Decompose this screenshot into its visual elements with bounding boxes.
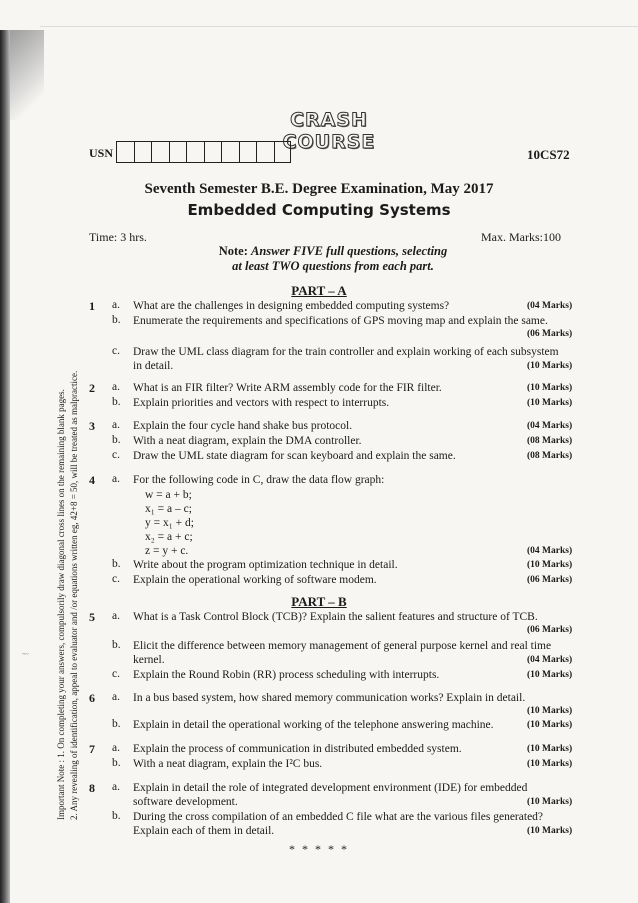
q5a-letter: a.	[112, 610, 120, 622]
q8b-marks: (10 Marks)	[527, 826, 573, 836]
code-line: w = a + b;	[145, 489, 192, 501]
q1a-marks: (04 Marks)	[527, 301, 573, 311]
question-5-number: 5	[89, 610, 95, 624]
note-prefix: Note:	[218, 244, 248, 258]
usn-digit-box[interactable]	[256, 141, 274, 163]
q5a-marks: (06 Marks)	[527, 625, 573, 635]
scan-left-edge	[0, 30, 10, 903]
q6b-text: Explain in detail the operational working of the telephone answering machine.	[133, 719, 494, 731]
code-line: x₁ = a – c;	[145, 503, 192, 515]
q2a-letter: a.	[112, 381, 120, 393]
q3a-text: Explain the four cycle hand shake bus protocol.	[133, 420, 353, 432]
q8a-text-line-1: Explain in detail the role of integrated development environment (IDE) for embedded	[133, 782, 528, 794]
usn-digit-box[interactable]	[274, 141, 292, 163]
question-4-number: 4	[89, 473, 95, 487]
q8b-letter: b.	[112, 810, 121, 822]
instructions-note	[168, 244, 498, 274]
q3c-marks: (08 Marks)	[527, 451, 573, 461]
q1a-letter: a.	[112, 299, 120, 311]
q4b-marks: (10 Marks)	[527, 560, 573, 570]
q3c-letter: c.	[112, 449, 120, 461]
usn-digit-box[interactable]	[221, 141, 239, 163]
scan-corner-shadow	[10, 30, 44, 120]
q4a-marks: (04 Marks)	[527, 546, 573, 556]
q4c-letter: c.	[112, 573, 120, 585]
q8a-letter: a.	[112, 781, 120, 793]
q1b-letter: b.	[112, 314, 121, 326]
q4a-code-block	[145, 488, 194, 558]
part-a-heading: PART – A	[291, 283, 347, 298]
q5c-letter: c.	[112, 668, 120, 680]
q4c-text: Explain the operational working of software modem.	[133, 574, 377, 586]
question-7-number: 7	[89, 742, 95, 756]
usn-label: USN	[89, 146, 114, 160]
part-b-heading: PART – B	[291, 594, 347, 609]
q8b-text-line-1: During the cross compilation of an embedded C file what are the various files generated?	[133, 811, 544, 823]
code-line: z = y + c.	[145, 545, 189, 557]
side-note-line-2: 2. Any revealing of identification, appeal to evaluator and /or equations written eg, 42+8 = 50, will be treated as malpractice.	[69, 370, 79, 820]
q1b-marks: (06 Marks)	[527, 329, 573, 339]
q4a-letter: a.	[112, 473, 120, 485]
note-line-1: Answer FIVE full questions, selecting	[251, 244, 448, 258]
usn-entry-boxes	[116, 141, 291, 163]
q3b-letter: b.	[112, 434, 121, 446]
q5b-text-line-2: kernel.	[133, 654, 165, 666]
code-line: y = x₁ + d;	[145, 517, 194, 529]
q8a-text-line-2: software development.	[133, 796, 238, 808]
q4b-letter: b.	[112, 558, 121, 570]
q3b-text: With a neat diagram, explain the DMA controller.	[133, 435, 362, 447]
q2b-marks: (10 Marks)	[527, 398, 573, 408]
q4c-marks: (06 Marks)	[527, 575, 573, 585]
subject-code: 10CS72	[527, 147, 570, 162]
q7b-letter: b.	[112, 757, 121, 769]
usn-digit-box[interactable]	[239, 141, 257, 163]
question-2-number: 2	[89, 381, 95, 395]
q5b-marks: (04 Marks)	[527, 655, 573, 665]
crash-course-stamp: CRASH COURSE	[282, 109, 376, 153]
q1c-text-line-2: in detail.	[133, 360, 174, 372]
q3a-marks: (04 Marks)	[527, 421, 573, 431]
q5b-text-line-1: Elicit the difference between memory management of general purpose kernel and real time	[133, 640, 552, 652]
note-line-2: at least TWO questions from each part.	[232, 259, 434, 273]
end-of-paper-stars: * * * * *	[289, 842, 349, 856]
q1a-text: What are the challenges in designing embedded computing systems?	[133, 300, 450, 312]
side-important-note	[46, 260, 86, 820]
usn-digit-box[interactable]	[116, 141, 134, 163]
usn-digit-box[interactable]	[186, 141, 204, 163]
question-8-number: 8	[89, 781, 95, 795]
q7b-marks: (10 Marks)	[527, 759, 573, 769]
q1c-text-line-1: Draw the UML class diagram for the train controller and explain working of each subsystem	[133, 346, 559, 358]
q8b-text-line-2: Explain each of them in detail.	[133, 825, 275, 837]
q6a-marks: (10 Marks)	[527, 706, 573, 716]
q2b-text: Explain priorities and vectors with respect to interrupts.	[133, 397, 390, 409]
usn-digit-box[interactable]	[204, 141, 222, 163]
q6b-letter: b.	[112, 718, 121, 730]
code-line: x₂ = a + c;	[145, 531, 193, 543]
q5c-text: Explain the Round Robin (RR) process scheduling with interrupts.	[133, 669, 440, 681]
q3c-text: Draw the UML state diagram for scan keyboard and explain the same.	[133, 450, 456, 462]
question-3-number: 3	[89, 419, 95, 433]
q2a-marks: (10 Marks)	[527, 383, 573, 393]
q7a-text: Explain the process of communication in distributed embedded system.	[133, 743, 462, 755]
q6b-marks: (10 Marks)	[527, 720, 573, 730]
q7a-letter: a.	[112, 742, 120, 754]
q1c-marks: (10 Marks)	[527, 361, 573, 371]
side-note-line-1: Important Note : 1. On completing your answers, compulsorily draw diagonal cross lines on the remaining blank pages.	[56, 389, 66, 820]
q1b-text: Enumerate the requirements and specifications of GPS moving map and explain the same.	[133, 315, 548, 327]
q3a-letter: a.	[112, 419, 120, 431]
q3b-marks: (08 Marks)	[527, 436, 573, 446]
q2b-letter: b.	[112, 396, 121, 408]
subject-title: Embedded Computing Systems	[187, 201, 451, 219]
q4b-text: Write about the program optimization technique in detail.	[133, 559, 398, 571]
q6a-text: In a bus based system, how shared memory communication works? Explain in detail.	[133, 692, 526, 704]
q4a-text: For the following code in C, draw the data flow graph:	[133, 474, 385, 486]
top-border-line	[40, 26, 638, 27]
q5c-marks: (10 Marks)	[527, 670, 573, 680]
q5b-letter: b.	[112, 639, 121, 651]
q7b-text: With a neat diagram, explain the I²C bus.	[133, 758, 323, 770]
q2a-text: What is an FIR filter? Write ARM assembly code for the FIR filter.	[133, 382, 442, 394]
exam-title: Seventh Semester B.E. Degree Examination, May 2017	[144, 181, 494, 197]
question-1-number: 1	[89, 299, 95, 313]
usn-digit-box[interactable]	[169, 141, 187, 163]
q7a-marks: (10 Marks)	[527, 744, 573, 754]
q1c-letter: c.	[112, 345, 120, 357]
exam-time: Time: 3 hrs.	[89, 230, 147, 244]
usn-digit-box[interactable]	[151, 141, 169, 163]
question-6-number: 6	[89, 691, 95, 705]
q5a-text: What is a Task Control Block (TCB)? Explain the salient features and structure of TCB.	[133, 611, 538, 623]
q6a-letter: a.	[112, 691, 120, 703]
usn-digit-box[interactable]	[134, 141, 152, 163]
max-marks: Max. Marks:100	[481, 230, 561, 244]
q8a-marks: (10 Marks)	[527, 797, 573, 807]
margin-scribble: ~~	[22, 652, 29, 658]
